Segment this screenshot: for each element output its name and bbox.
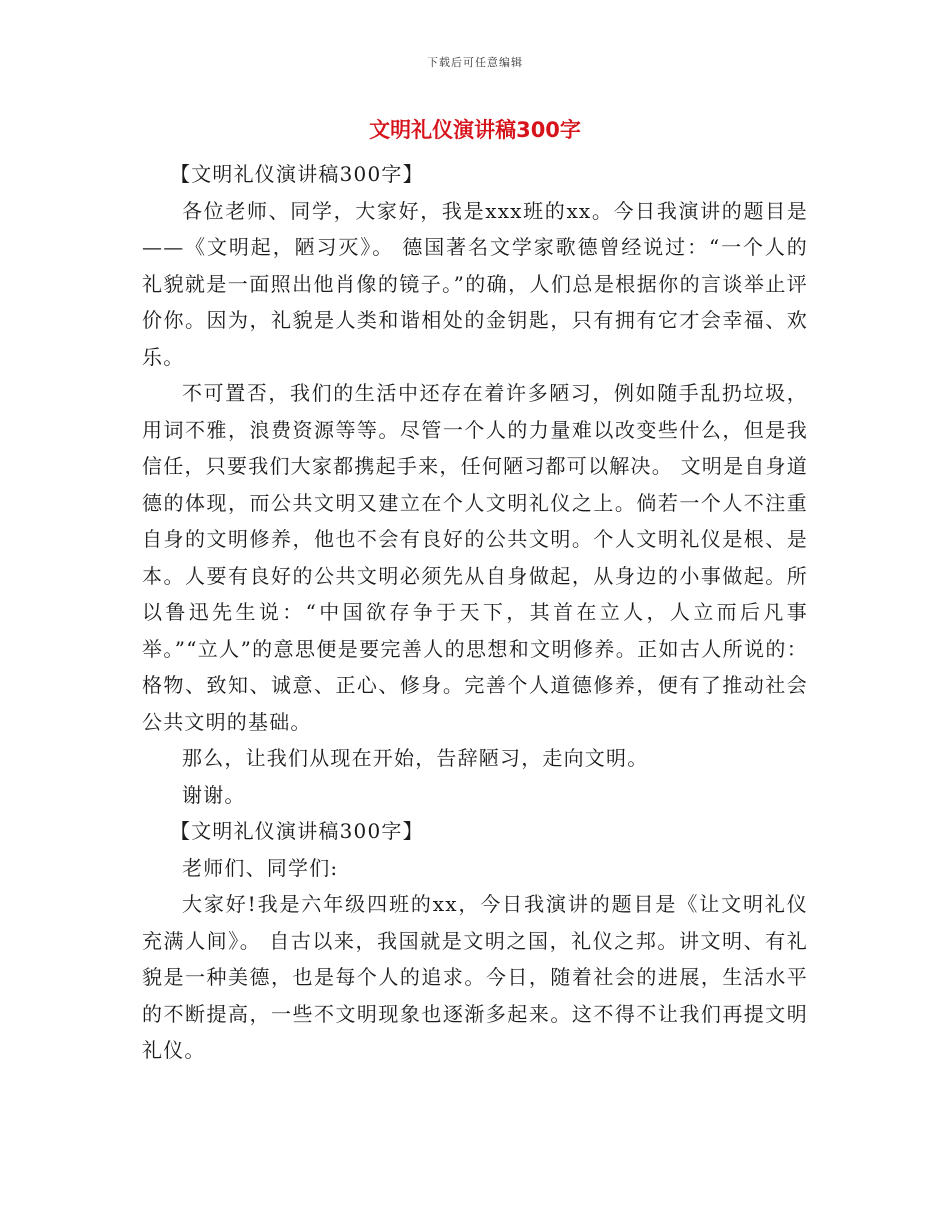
header-note: 下载后可任意编辑 bbox=[427, 56, 523, 69]
paragraph: 那么，让我们从现在开始，告辞陋习，走向文明。 bbox=[182, 746, 649, 770]
section-heading: 【文明礼仪演讲稿300字】 bbox=[170, 162, 424, 186]
paragraph: 不可置否，我们的生活中还存在着许多陋习，例如随手乱扔垃圾，用词不雅，浪费资源等等。尽管一个人的力量难以改变些什么，但是我信任，只要我们大家都携起手来，任何陋习都可以解决。 文明是自身道德的体现，而公共文明又建立在个人文明礼仪之上。倘若一个人不注重自身的文明修养，他也不会有良好的公共文明。个人文明礼仪是根、是本。人要有良好的公共文明必须先从自身做起，从身边的小事做起。所以鲁迅先生说：“中国欲存争于天下，其首在立人，人立而后凡事举。”“立人”的意思便是要完善人的思想和文明修养。正如古人所说的：格物、致知、诚意、正心、修身。完善个人道德修养，便有了推动社会公共文明的基础。 bbox=[142, 381, 808, 734]
section-heading: 【文明礼仪演讲稿300字】 bbox=[170, 819, 424, 843]
paragraph: 各位老师、同学，大家好，我是xxx班的xx。今日我演讲的题目是——《文明起，陋习灭》。 德国著名文学家歌德曾经说过：“一个人的礼貌就是一面照出他肖像的镜子。”的确，人们总是根据你的言谈举止评价你。因为，礼貌是人类和谐相处的金钥匙，只有拥有它才会幸福、欢乐。 bbox=[142, 198, 808, 369]
document-body bbox=[142, 156, 808, 1069]
document-title: 文明礼仪演讲稿300字 bbox=[369, 118, 581, 142]
paragraph: 大家好!我是六年级四班的xx，今日我演讲的题目是《让文明礼仪充满人间》。 自古以来，我国就是文明之国，礼仪之邦。讲文明、有礼貌是一种美德，也是每个人的追求。今日，随着社会的进展，生活水平的不断提高，一些不文明现象也逐渐多起来。这不得不让我们再提文明礼仪。 bbox=[142, 892, 808, 1062]
paragraph: 老师们、同学们: bbox=[182, 855, 339, 880]
paragraph: 谢谢。 bbox=[182, 782, 246, 807]
